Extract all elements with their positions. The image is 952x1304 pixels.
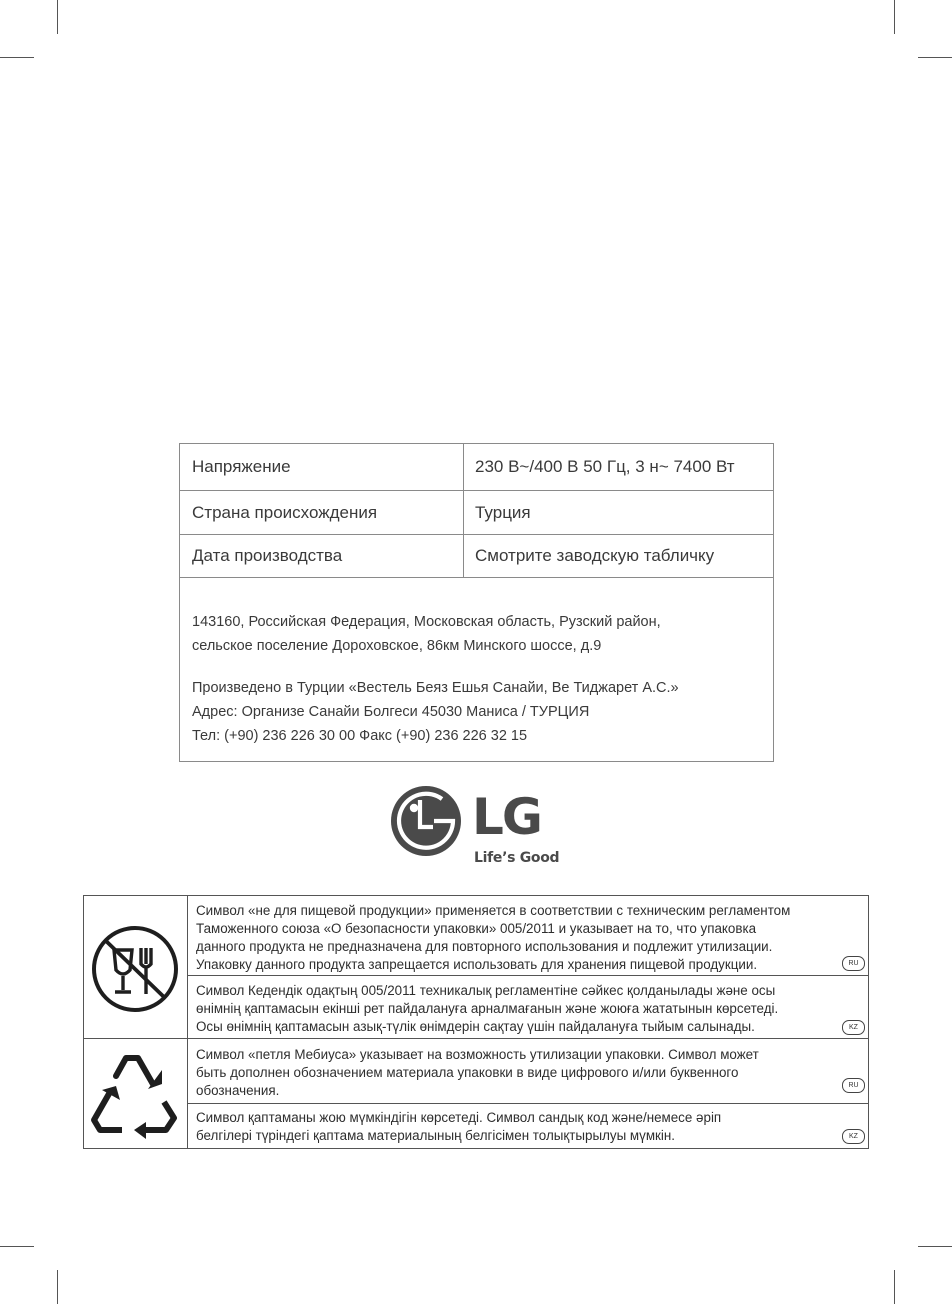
- spec-value: 230 В~/400 В 50 Гц, 3 н~ 7400 Вт: [475, 457, 735, 476]
- crop-mark: [894, 1270, 895, 1304]
- spec-value: Смотрите заводскую табличку: [475, 546, 715, 565]
- lg-face-icon: [390, 785, 462, 857]
- text-line: данного продукта не предназначена для повторного использования и подлежит утилизации.: [196, 939, 773, 954]
- crop-mark: [894, 0, 895, 34]
- symbols-table: [83, 895, 869, 1149]
- crop-mark: [0, 57, 34, 58]
- address-line: 143160, Российская Федерация, Московская область, Рузский район,: [192, 614, 661, 630]
- lg-logo: [390, 785, 570, 875]
- text-line: Упаковку данного продукта запрещается использовать для хранения пищевой продукции.: [196, 957, 758, 972]
- kz-badge: KZ: [842, 1129, 865, 1144]
- spec-row-date: [180, 535, 773, 578]
- text-line: Осы өнімнің қаптамасын азық-түлік өнімдерін сақтау үшін пайдалануға тыйым салынады.: [196, 1019, 755, 1034]
- spec-label: Страна происхождения: [192, 502, 378, 522]
- spec-table: [179, 443, 774, 762]
- text-line: Символ «петля Мебиуса» указывает на возможность утилизации упаковки. Символ может: [196, 1047, 759, 1062]
- manufacturer-line: Произведено в Турции «Вестель Бeяз Ешья Санайи, Ве Тиджарет А.С.»: [192, 680, 679, 696]
- spec-row-origin: [180, 491, 773, 535]
- text-line: быть дополнен обозначением материала упаковки в виде цифрового и/или буквенного: [196, 1065, 739, 1080]
- crop-mark: [918, 57, 952, 58]
- ru-badge: RU: [842, 1078, 865, 1093]
- text-line: Таможенного союза «О безопасности упаковки» 005/2011 и указывает на то, что упаковка: [196, 921, 757, 936]
- importer-address: [192, 610, 661, 658]
- text-line: белгілері түріндегі қаптама материалының белгісімен толықтырылуы мүмкін.: [196, 1128, 675, 1143]
- symbols-column-divider: [187, 896, 188, 1148]
- mobius-loop-icon: [90, 1044, 180, 1144]
- ru-badge: RU: [842, 956, 865, 971]
- spec-label: Напряжение: [192, 457, 291, 476]
- crop-mark: [57, 0, 58, 34]
- spec-row-voltage: [180, 444, 773, 491]
- logo-brand: LG: [472, 788, 541, 846]
- text-line: Символ Кедендік одақтың 005/2011 техникалық регламентіне сәйкес қолданылады және осы: [196, 983, 776, 998]
- text-line: өнімнің қаптамасын екінші рет пайдалануға арналмағанын және жоюға жататынын көрсетеді.: [196, 1001, 779, 1016]
- row-divider: [188, 975, 868, 976]
- text-line: обозначения.: [196, 1083, 280, 1098]
- kz-badge: KZ: [842, 1020, 865, 1035]
- crop-mark: [0, 1246, 34, 1247]
- mobius-ru-text: [196, 1046, 759, 1100]
- crop-mark: [918, 1246, 952, 1247]
- spec-label: Дата производства: [192, 546, 343, 565]
- manufacturer-info: [192, 676, 679, 748]
- not-for-food-ru-text: [196, 902, 790, 974]
- manufacturer-line: Адрес: Организе Санайи Болгеси 45030 Маниса / ТУРЦИЯ: [192, 704, 590, 720]
- crop-mark: [57, 1270, 58, 1304]
- manufacturer-line: Тел: (+90) 236 226 30 00 Факс (+90) 236 226 32 15: [192, 728, 528, 744]
- mobius-kz-text: [196, 1109, 721, 1145]
- not-for-food-kz-text: [196, 982, 778, 1036]
- address-line: сельское поселение Дороховское, 86км Минского шоссе, д.9: [192, 638, 602, 654]
- spec-value: Турция: [475, 502, 531, 522]
- logo-slogan: Life’s Good: [474, 850, 560, 866]
- text-line: Символ қаптаманы жою мүмкіндігін көрсетеді. Символ сандық код және/немесе әріп: [196, 1110, 722, 1125]
- text-line: Символ «не для пищевой продукции» применяется в соответствии с техническим регламентом: [196, 903, 791, 918]
- not-for-food-icon: [90, 924, 180, 1014]
- row-divider: [188, 1103, 868, 1104]
- row-divider: [84, 1038, 868, 1039]
